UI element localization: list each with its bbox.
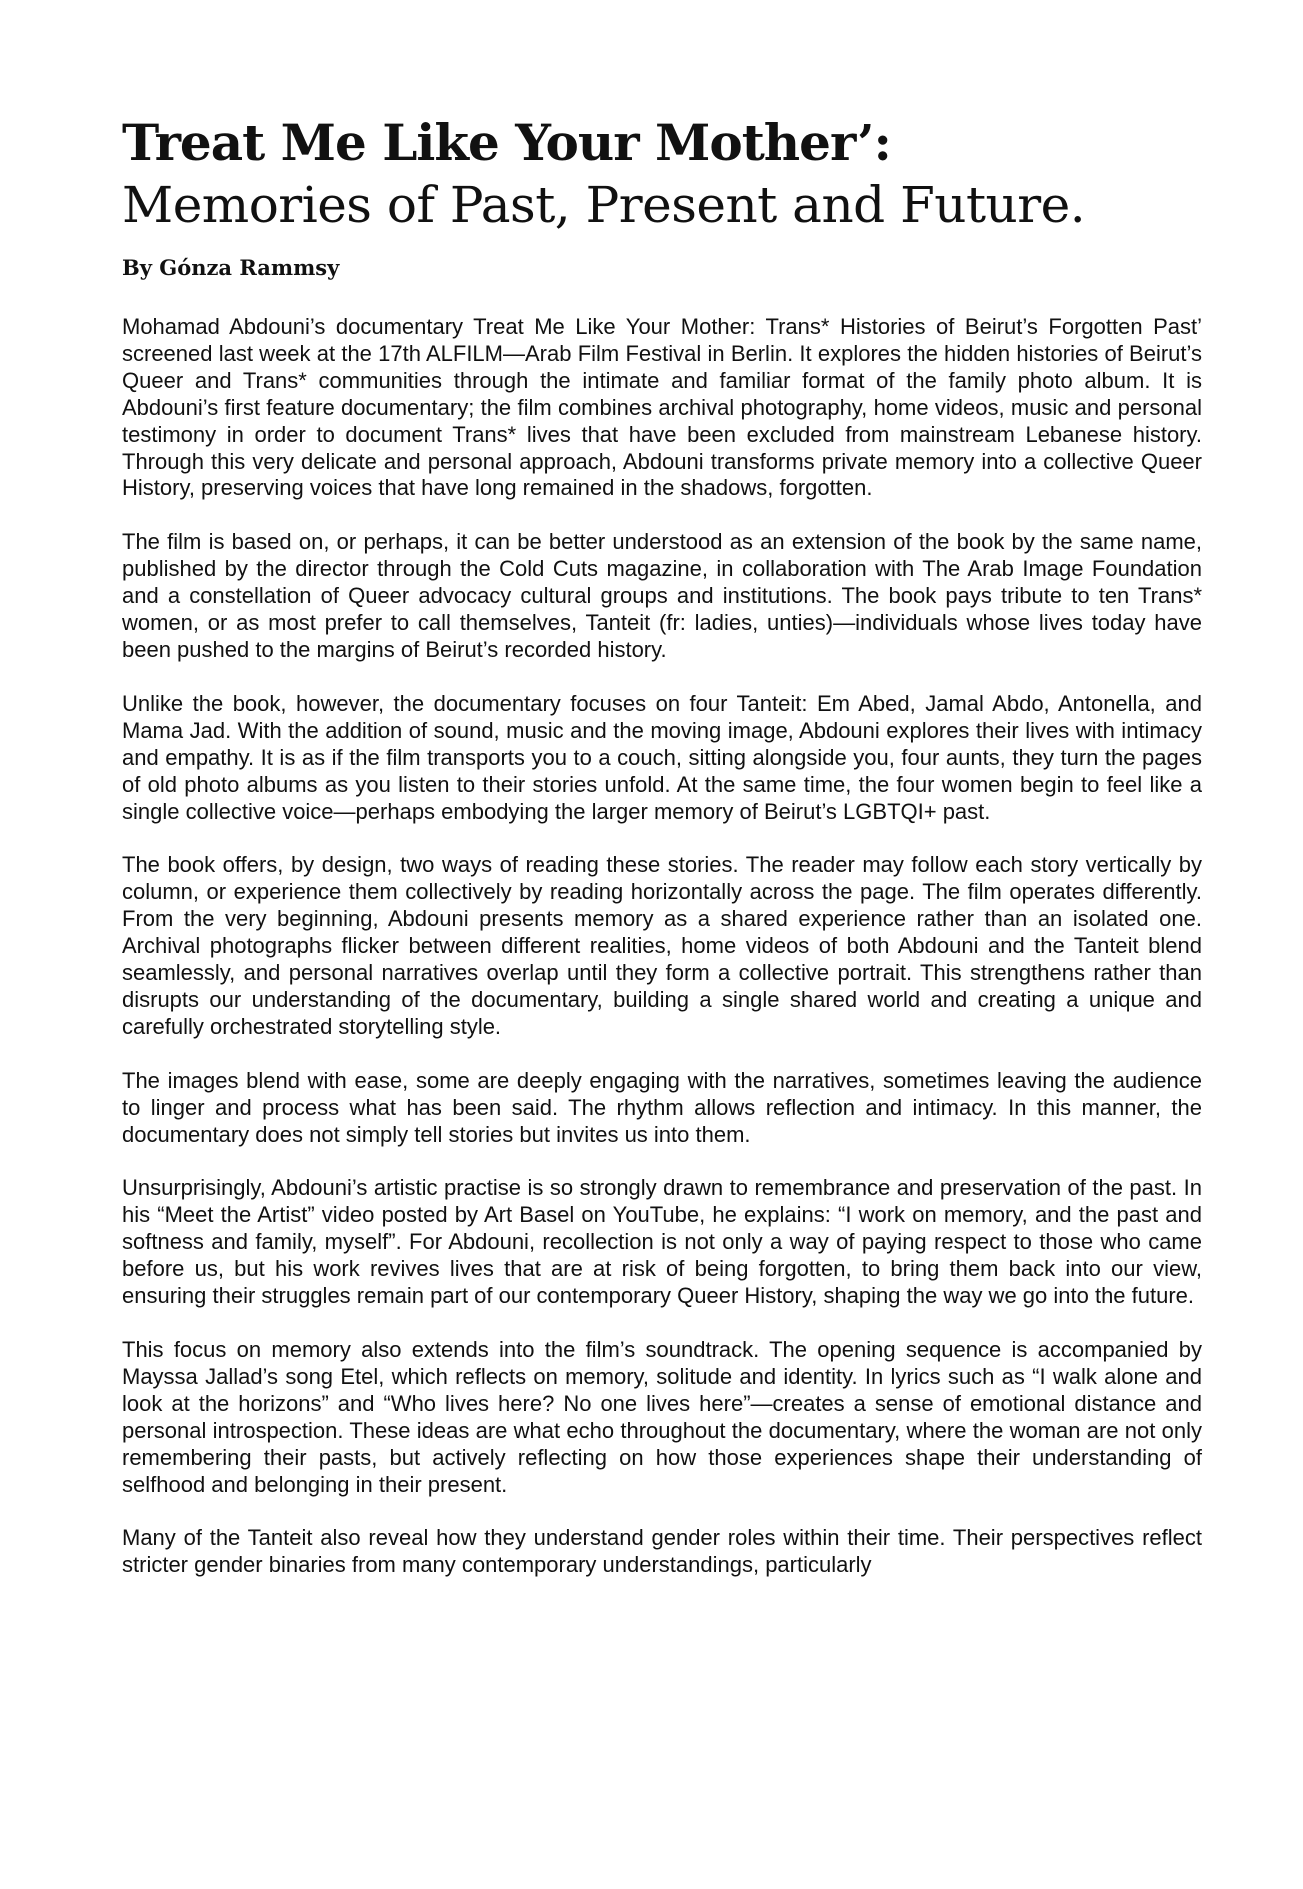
paragraph-5: The images blend with ease, some are deeply engaging with the narratives, sometimes leaving the audience to linger and process what has been said. The rhythm allows reflection and intimacy. In this manner, the documentary does not simply tell stories but invites us into them. [122,1067,1202,1147]
paragraph-8: Many of the Tanteit also reveal how they understand gender roles within their time. Their perspectives reflect stricter gender binaries from many contemporary understandings, particularly [122,1525,1202,1578]
paragraph-2: The film is based on, or perhaps, it can be better understood as an extension of the book by the same name, published by the director through the Cold Cuts magazine, in collaboration with The Arab Image Foundation and a constellation of Queer advocacy cultural groups and institutions. The book pays tribute to ten Trans* women, or as most prefer to call themselves, Tanteit (fr: ladies, unties)—individuals whose lives today have been pushed to the margins of Beirut’s recorded history. [122,529,1202,662]
paragraph-7: This focus on memory also extends into the film’s soundtrack. The opening sequence is accompanied by Mayssa Jallad’s song Etel, which reflects on memory, solitude and identity. In lyrics such as “I walk alone and look at the horizons” and “Who lives here? No one lives here”—creates a sense of emotional distance and personal introspection. These ideas are what echo throughout the documentary, where the woman are not only remembering their pasts, but actively reflecting on how those experiences shape their understanding of selfhood and belonging in their present. [122,1337,1202,1497]
article-title [122,112,1202,236]
byline: By Gónza Rammsy [122,255,340,280]
paragraph-6: Unsurprisingly, Abdouni’s artistic practise is so strongly drawn to remembrance and preservation of the past. In his “Meet the Artist” video posted by Art Basel on YouTube, he explains: “I work on memory, and the past and softness and family, myself”. For Abdouni, recollection is not only a way of paying respect to those who came before us, but his work revives lives that are at risk of being forgotten, to bring them back into our view, ensuring their struggles remain part of our contemporary Queer History, shaping the way we go into the future. [122,1175,1202,1309]
title-line-1: Treat Me Like Your Mother’: [122,113,891,172]
article-body [122,314,1202,1579]
paragraph-3: Unlike the book, however, the documentary focuses on four Tanteit: Em Abed, Jamal Abdo, Antonella, and Mama Jad. With the addition of sound, music and the moving image, Abdouni explores their lives with intimacy and empathy. It is as if the film transports you to a couch, sitting alongside you, four aunts, they turn the pages of old photo albums as you listen to their stories unfold. At the same time, the four women begin to feel like a single collective voice—perhaps embodying the larger memory of Beirut’s LGBTQI+ past. [122,690,1202,824]
paragraph-1: Mohamad Abdouni’s documentary Treat Me Like Your Mother: Trans* Histories of Beirut’s Forgotten Past’ screened last week at the 17th ALFILM—Arab Film Festival in Berlin. It explores the hidden histories of Beirut’s Queer and Trans* communities through the intimate and familiar format of the family photo album. It is Abdouni’s first feature documentary; the film combines archival photography, home videos, music and personal testimony in order to document Trans* lives that have been excluded from mainstream Lebanese history. Through this very delicate and personal approach, Abdouni transforms private memory into a collective Queer History, preserving voices that have long remained in the shadows, forgotten. [122,314,1202,501]
title-line-2: Memories of Past, Present and Future. [122,176,1086,234]
paragraph-4: The book offers, by design, two ways of reading these stories. The reader may follow each story vertically by column, or experience them collectively by reading horizontally across the page. The film operates differently. From the very beginning, Abdouni presents memory as a shared experience rather than an isolated one. Archival photographs flicker between different realities, home videos of both Abdouni and the Tanteit blend seamlessly, and personal narratives overlap until they form a collective portrait. This strengthens rather than disrupts our understanding of the documentary, building a single shared world and creating a unique and carefully orchestrated storytelling style. [122,852,1202,1039]
